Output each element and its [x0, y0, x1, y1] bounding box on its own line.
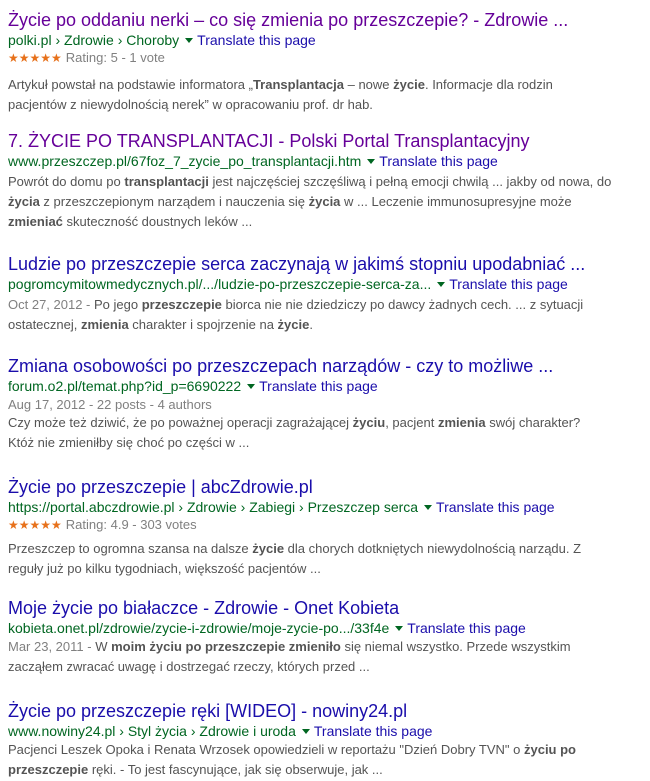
result-snippet: Artykuł powstał na podstawie informatora „Transplantacja – nowe życie. Informacje dla rodzin pacjentów z niewydolnością nerek” w opracowaniu prof. dr hab.	[8, 77, 553, 112]
result-url-line	[8, 498, 608, 516]
result-url: www.przeszczep.pl/67foz_7_zycie_po_transplantacji.htm	[8, 153, 362, 169]
search-result	[8, 130, 620, 232]
result-url-line	[8, 31, 588, 49]
result-url: kobieta.onet.pl/zdrowie/zycie-i-zdrowie/moje-zycie-po.../33f4e	[8, 620, 390, 636]
result-url-line	[8, 619, 620, 637]
result-url: forum.o2.pl/temat.php?id_p=6690222	[8, 378, 242, 394]
result-title-link[interactable]: Zmiana osobowości po przeszczepach narządów - czy to możliwe ...	[8, 356, 554, 376]
result-date: Mar 23, 2011 -	[8, 639, 96, 654]
result-snippet-text: Po jego przeszczepie biorca nie nie dziedziczy po dawcy żadnych cech. ... z sytuacji ostatecznej, zmienia charakter i spojrzenie na życie.	[8, 297, 584, 332]
result-meta: Aug 17, 2012 - 22 posts - 4 authors	[8, 397, 212, 412]
search-result	[8, 476, 608, 579]
result-url: pogromcymitowmedycznych.pl/.../ludzie-po-przeszczepie-serca-za...	[8, 276, 432, 292]
dropdown-arrow-icon[interactable]	[185, 38, 193, 43]
result-title-link[interactable]: 7. ŻYCIE PO TRANSPLANTACJI - Polski Portal Transplantacyjny	[8, 131, 530, 151]
translate-link[interactable]: Translate this page	[449, 276, 568, 292]
rating-text: Rating: 5 - 1 vote	[65, 50, 165, 65]
result-snippet: Przeszczep to ogromna szansa na dalsze życie dla chorych dotkniętych niewydolnością narządu. Z reguły już po kilku tygodniach, większość pacjentów ...	[8, 541, 582, 576]
result-url: https://portal.abczdrowie.pl › Zdrowie › Zabiegi › Przeszczep serca	[8, 499, 419, 515]
result-url-line	[8, 377, 608, 395]
result-snippet-text: W moim życiu po przeszczepie zmieniło się niemal wszystko. Przede wszystkim zacząłem zwracać uwagę i dostrzegać rzeczy, których przed ...	[8, 639, 571, 674]
result-snippet: Powrót do domu po transplantacji jest najczęściej szczęśliwą i pełną emocji chwilą ... jakby od nowa, do życia z przeszczepionym narządem i nauczenia się życia w ... Leczenie immunosupresyjne może zmieniać skuteczność doustnych leków ...	[8, 174, 612, 229]
rating-text: Rating: 4.9 - 303 votes	[65, 517, 197, 532]
dropdown-arrow-icon[interactable]	[367, 159, 375, 164]
translate-link[interactable]: Translate this page	[379, 153, 498, 169]
result-title-link[interactable]: Życie po oddaniu nerki – co się zmienia po przeszczepie? - Zdrowie ...	[8, 10, 569, 30]
result-title-link[interactable]: Życie po przeszczepie | abcZdrowie.pl	[8, 477, 313, 497]
result-url: www.nowiny24.pl › Styl życia › Zdrowie i uroda	[8, 723, 296, 739]
result-date: Oct 27, 2012 -	[8, 297, 94, 312]
dropdown-arrow-icon[interactable]	[424, 505, 432, 510]
result-url-line	[8, 722, 620, 740]
result-rating	[8, 516, 608, 534]
translate-link[interactable]: Translate this page	[436, 499, 555, 515]
dropdown-arrow-icon[interactable]	[437, 282, 445, 287]
rating-stars-icon: ★★★★★	[8, 518, 62, 532]
result-snippet	[8, 637, 620, 677]
result-url-line	[8, 275, 620, 293]
result-snippet: Czy może też dziwić, że po poważnej operacji zagrażającej życiu, pacjent zmienia swój charakter? Któż nie zmieniłby się choć po części w ...	[8, 415, 581, 450]
translate-link[interactable]: Translate this page	[259, 378, 378, 394]
result-rating	[8, 49, 588, 67]
search-result	[8, 253, 620, 335]
result-snippet	[8, 295, 620, 335]
translate-link[interactable]: Translate this page	[197, 32, 316, 48]
result-title-link[interactable]: Życie po przeszczepie ręki [WIDEO] - nowiny24.pl	[8, 701, 408, 721]
result-snippet: Pacjenci Leszek Opoka i Renata Wrzosek opowiedzieli w reportażu "Dzień Dobry TVN" o życiu po przeszczepie ręki. - To jest fascynujące, jak się obserwuje, jak ...	[8, 742, 576, 777]
search-result	[8, 700, 620, 780]
search-result	[8, 355, 608, 453]
dropdown-arrow-icon[interactable]	[395, 626, 403, 631]
translate-link[interactable]: Translate this page	[407, 620, 526, 636]
dropdown-arrow-icon[interactable]	[247, 384, 255, 389]
result-title-link[interactable]: Moje życie po białaczce - Zdrowie - Onet Kobieta	[8, 598, 400, 618]
search-result	[8, 9, 588, 115]
result-title-link[interactable]: Ludzie po przeszczepie serca zaczynają w jakimś stopniu upodabniać ...	[8, 254, 586, 274]
search-result	[8, 597, 620, 677]
result-url: polki.pl › Zdrowie › Choroby	[8, 32, 180, 48]
result-url-line	[8, 152, 620, 170]
rating-stars-icon: ★★★★★	[8, 51, 62, 65]
translate-link[interactable]: Translate this page	[313, 723, 433, 739]
dropdown-arrow-icon[interactable]	[302, 729, 310, 734]
